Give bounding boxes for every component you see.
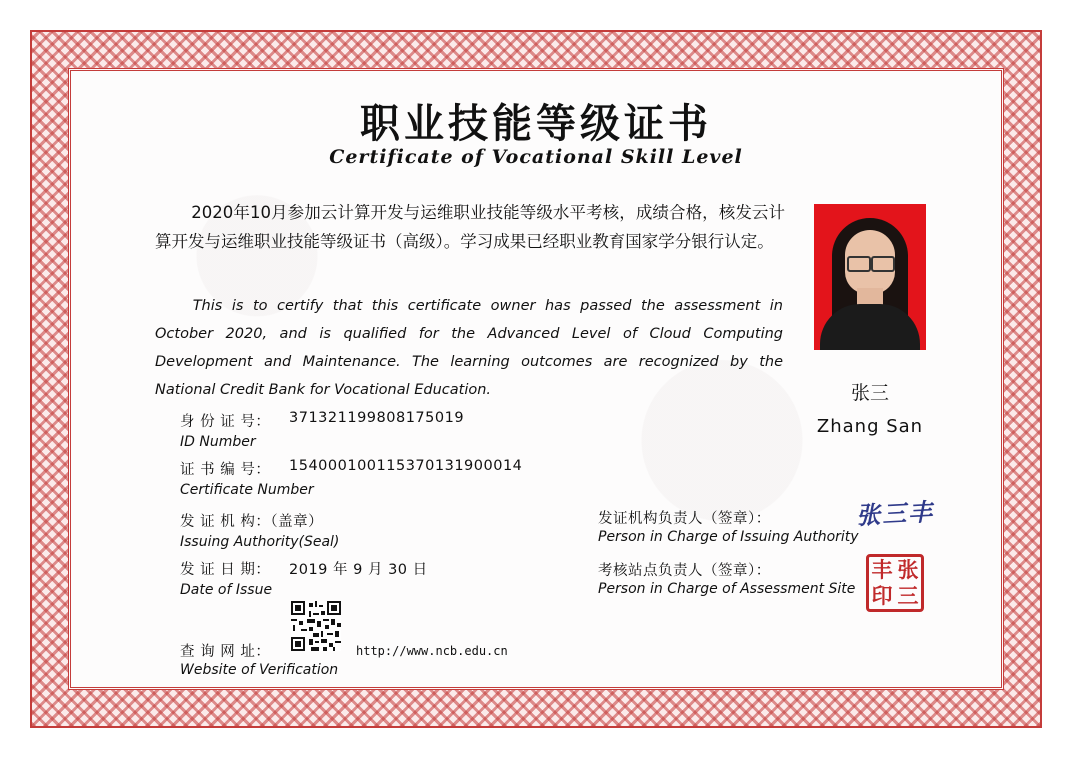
issue-date-value: 2019 年 9 月 30 日	[289, 562, 428, 578]
holder-photo	[814, 204, 926, 350]
certificate-title-en: Certificate of Vocational Skill Level	[329, 146, 743, 168]
seal-char: 三	[897, 584, 919, 608]
holder-name-cn: 张三	[850, 382, 889, 404]
cert-number-label-en: Certificate Number	[180, 482, 314, 498]
id-label-en: ID Number	[180, 434, 256, 450]
seal-char: 印	[871, 584, 893, 608]
issue-date-label-en: Date of Issue	[180, 582, 273, 598]
assessment-site-seal-stamp	[866, 554, 924, 612]
seal-char: 丰	[871, 558, 893, 582]
certificate-body-cn: 2020年10月参加云计算开发与运维职业技能等级水平考核，成绩合格，核发云计算开发与运维职业技能等级证书（高级）。学习成果已经职业教育国家学分银行认定。	[155, 203, 785, 251]
verification-label-en: Website of Verification	[180, 662, 339, 678]
verification-url-link[interactable]: http://www.ncb.edu.cn	[356, 644, 508, 658]
site-person-label-en: Person in Charge of Assessment Site	[598, 581, 856, 597]
issue-date-label-cn: 发 证 日 期：	[180, 562, 271, 578]
issuer-person-label-cn: 发证机构负责人（签章）：	[598, 511, 771, 527]
verification-qr-code-icon[interactable]	[291, 601, 341, 651]
issuer-signature: 张三丰	[855, 496, 935, 531]
cert-number-label-cn: 证 书 编 号：	[180, 462, 271, 478]
id-label-cn: 身 份 证 号：	[180, 414, 271, 430]
issuer-label-cn: 发 证 机 构：（盖章）	[180, 514, 324, 530]
verification-label-cn: 查 询 网 址：	[180, 644, 271, 660]
holder-name-en: Zhang San	[816, 416, 924, 437]
certificate-body-en: This is to certify that this certificate owner has passed the assessment in October 2020, and is qualified for the Advanced Level of Cloud Computing Development and Maintenance. The learning outcomes are recognized by the National Credit Bank for Vocational Education.	[155, 298, 783, 398]
issuer-label-en: Issuing Authority(Seal)	[180, 534, 340, 550]
site-person-label-cn: 考核站点负责人（签章）：	[598, 563, 771, 579]
issuer-person-label-en: Person in Charge of Issuing Authority	[598, 529, 859, 545]
seal-char: 张	[897, 558, 919, 582]
id-value: 371321199808175019	[289, 410, 465, 426]
certificate-title-cn: 职业技能等级证书	[360, 101, 712, 147]
cert-number-value: 15400010011537013190​0014	[289, 458, 523, 474]
